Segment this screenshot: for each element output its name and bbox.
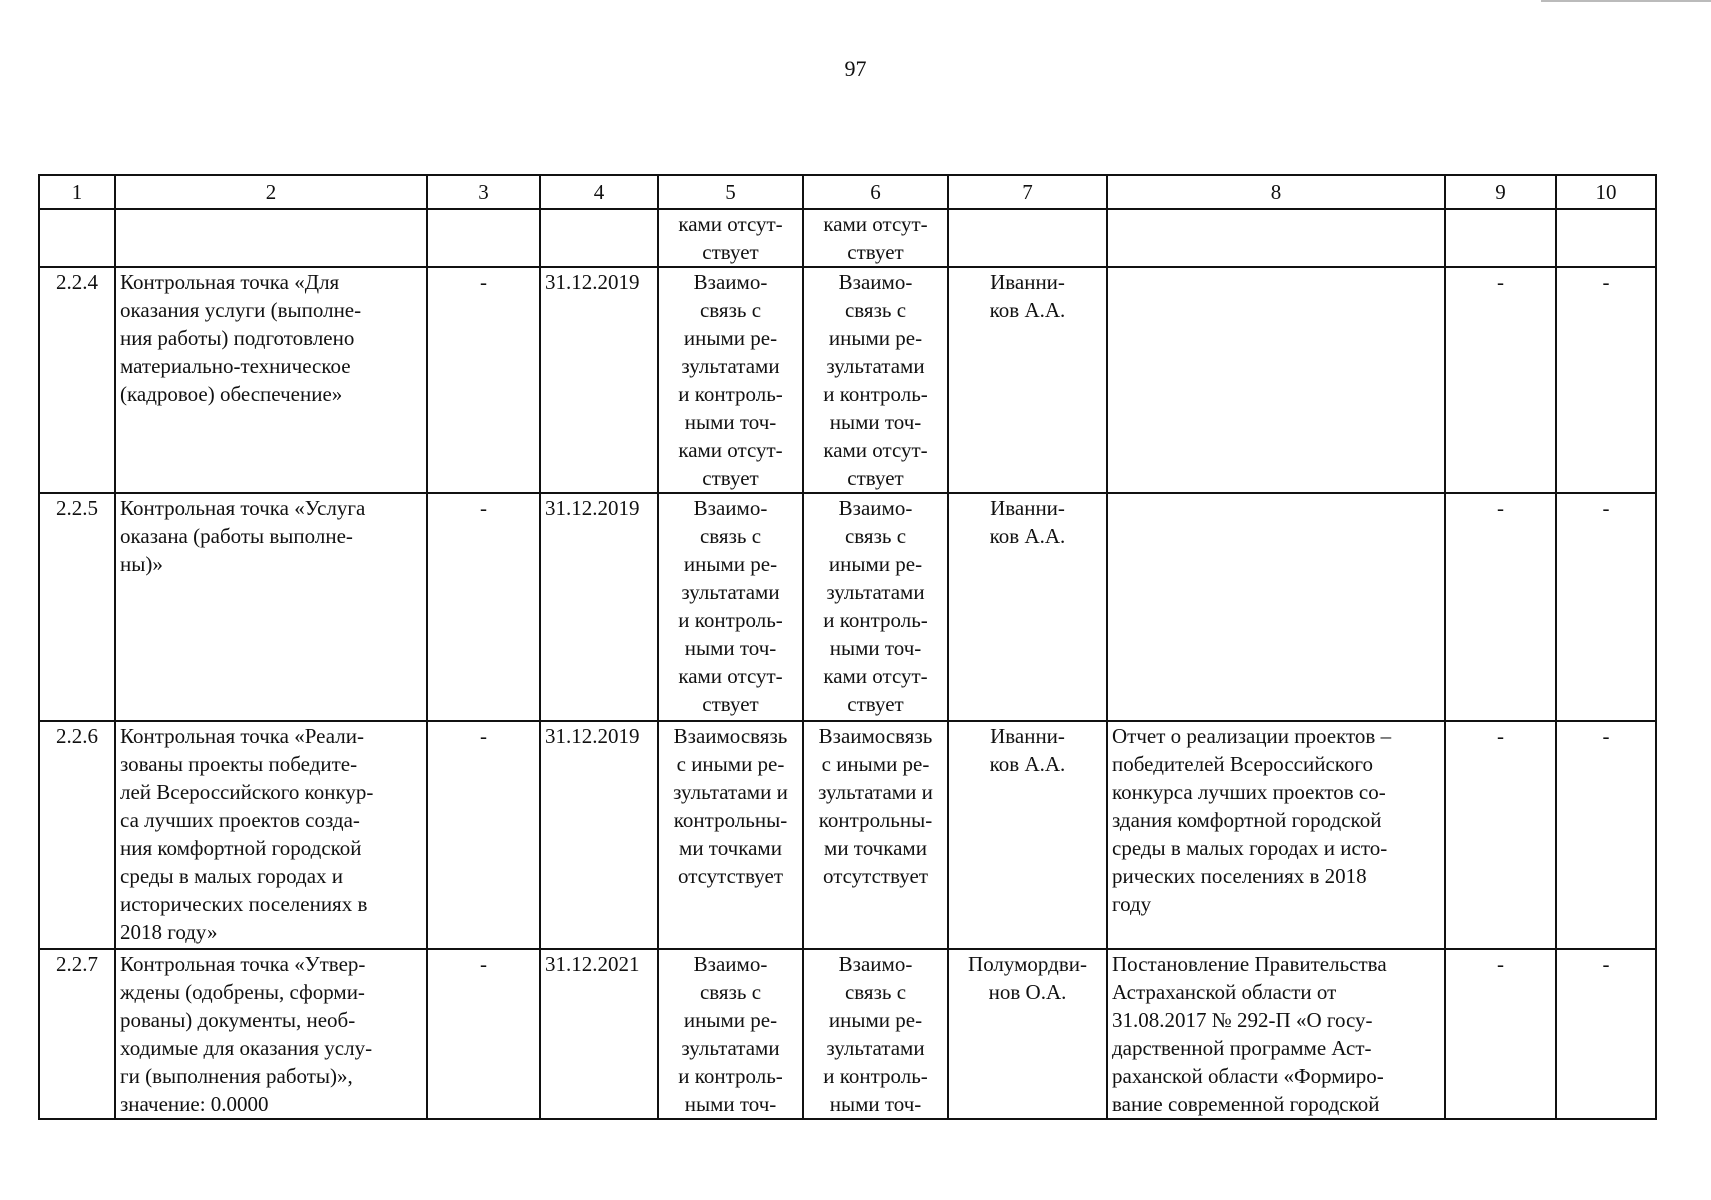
table-cell: - xyxy=(1445,493,1556,721)
table-cell: Взаимо- связь с иными ре- зультатами и контроль- ными точ- ками отсут- ствует xyxy=(803,267,948,493)
table-cell xyxy=(1107,209,1445,267)
responsible-person: Иванни- ков А.А. xyxy=(948,493,1107,721)
table-header-row xyxy=(39,175,1656,209)
table-cell xyxy=(540,209,658,267)
control-point-name: Контрольная точка «Утвер- ждены (одобрены, сформи- рованы) документы, необ- ходимые для оказания услу- ги (выполнения работы)», значение: 0.0000 xyxy=(115,949,427,1119)
due-date: 31.12.2019 xyxy=(540,267,658,493)
control-point-name: Контрольная точка «Услуга оказана (работы выполне- ны)» xyxy=(115,493,427,721)
table-cell: ками отсут- ствует xyxy=(658,209,803,267)
document-cell xyxy=(1107,493,1445,721)
table-row xyxy=(39,267,1656,493)
table-row xyxy=(39,721,1656,949)
table-cell xyxy=(948,209,1107,267)
responsible-person: Иванни- ков А.А. xyxy=(948,267,1107,493)
table-cell: - xyxy=(1445,267,1556,493)
table-cell: - xyxy=(1556,721,1656,949)
column-header: 1 xyxy=(39,175,115,209)
document-cell xyxy=(1107,267,1445,493)
table-cell: Взаимо- связь с иными ре- зультатами и контроль- ными точ- ками отсут- ствует xyxy=(658,267,803,493)
row-number: 2.2.5 xyxy=(39,493,115,721)
responsible-person: Полумордви- нов О.А. xyxy=(948,949,1107,1119)
table-cell xyxy=(1556,209,1656,267)
document-cell: Отчет о реализации проектов – победителей Всероссийского конкурса лучших проектов со- здания комфортной городской среды в малых городах и исто- рических поселениях в 2018 году xyxy=(1107,721,1445,949)
due-date: 31.12.2021 xyxy=(540,949,658,1119)
table-cell: Взаимо- связь с иными ре- зультатами и контроль- ными точ- xyxy=(658,949,803,1119)
responsible-person: Иванни- ков А.А. xyxy=(948,721,1107,949)
column-header: 10 xyxy=(1556,175,1656,209)
due-date: 31.12.2019 xyxy=(540,721,658,949)
column-header: 6 xyxy=(803,175,948,209)
row-number: 2.2.6 xyxy=(39,721,115,949)
table-cell: Взаимо- связь с иными ре- зультатами и контроль- ными точ- ками отсут- ствует xyxy=(658,493,803,721)
continuation-row xyxy=(39,209,1656,267)
table-cell: - xyxy=(1445,721,1556,949)
row-number: 2.2.4 xyxy=(39,267,115,493)
table-cell: - xyxy=(427,267,540,493)
table-cell: - xyxy=(427,493,540,721)
due-date: 31.12.2019 xyxy=(540,493,658,721)
table-cell: - xyxy=(1556,949,1656,1119)
page-number: 97 xyxy=(844,56,867,81)
table-cell: - xyxy=(427,949,540,1119)
table-cell: Взаимосвязь с иными ре- зультатами и контрольны- ми точками отсутствует xyxy=(803,721,948,949)
table-cell: - xyxy=(1556,493,1656,721)
table-cell xyxy=(1445,209,1556,267)
column-header: 3 xyxy=(427,175,540,209)
table-row xyxy=(39,493,1656,721)
column-header: 5 xyxy=(658,175,803,209)
table-cell: - xyxy=(1556,267,1656,493)
table-cell: - xyxy=(427,721,540,949)
column-header: 2 xyxy=(115,175,427,209)
column-header: 4 xyxy=(540,175,658,209)
table-cell: ками отсут- ствует xyxy=(803,209,948,267)
control-point-name: Контрольная точка «Реали- зованы проекты победите- лей Всероссийского конкур- са лучших проектов созда- ния комфортной городской среды в малых городах и исторических поселениях в 2018 году» xyxy=(115,721,427,949)
row-number: 2.2.7 xyxy=(39,949,115,1119)
document-cell: Постановление Правительства Астраханской области от 31.08.2017 № 292-П «О госу- дарственной программе Аст- раханской области «Формиро- вание современной городской xyxy=(1107,949,1445,1119)
table-cell: Взаимосвязь с иными ре- зультатами и контрольны- ми точками отсутствует xyxy=(658,721,803,949)
table-cell: Взаимо- связь с иными ре- зультатами и контроль- ными точ- xyxy=(803,949,948,1119)
column-header: 8 xyxy=(1107,175,1445,209)
scan-edge-mark xyxy=(1541,0,1711,2)
column-header: 7 xyxy=(948,175,1107,209)
column-header: 9 xyxy=(1445,175,1556,209)
control-points-table xyxy=(38,174,1657,1120)
table-cell xyxy=(115,209,427,267)
table-cell xyxy=(39,209,115,267)
table-cell xyxy=(427,209,540,267)
table-cell: - xyxy=(1445,949,1556,1119)
table-row xyxy=(39,949,1656,1119)
table-cell: Взаимо- связь с иными ре- зультатами и контроль- ными точ- ками отсут- ствует xyxy=(803,493,948,721)
control-point-name: Контрольная точка «Для оказания услуги (выполне- ния работы) подготовлено материально-техническое (кадровое) обеспечение» xyxy=(115,267,427,493)
